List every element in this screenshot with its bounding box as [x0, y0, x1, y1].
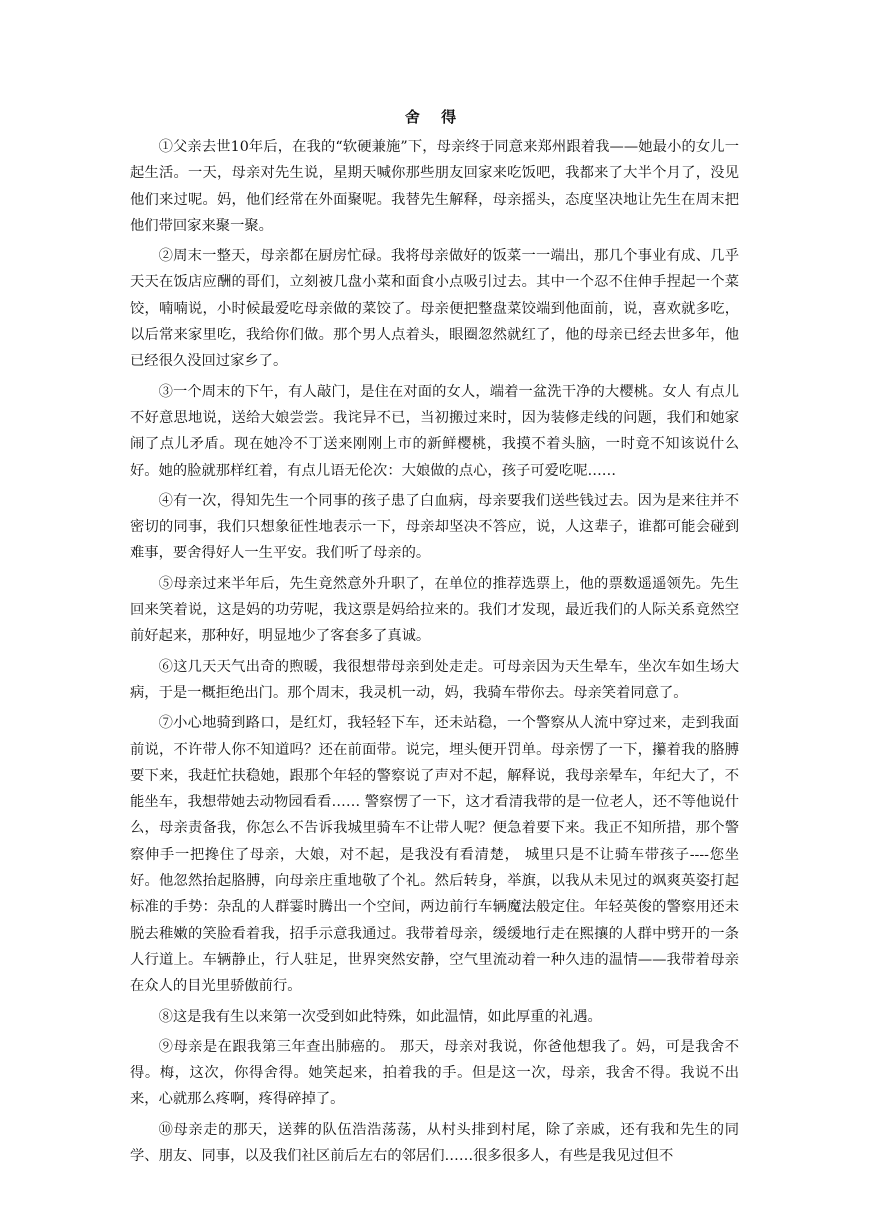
paragraph-1: ①父亲去世10年后，在我的“软硬兼施”下，母亲终于同意来郑州跟着我——她最小的女儿一起生活。一天，母亲对先生说，星期天喊你那些朋友回家来吃饭吧，我都来了大半个月了，没见他们来过呢。妈，他们经常在外面聚呢。我替先生解释，母亲摇头，态度坚决地让先生在周末把他们带回家来聚一聚。 [130, 139, 739, 234]
paragraph-10: ⑩母亲走的那天，送葬的队伍浩浩荡荡，从村头排到村尾，除了亲戚，还有我和先生的同学、朋友、同事，以及我们社区前后左右的邻居们……很多很多人，有些是我见过但不 [130, 1121, 739, 1164]
paragraph-3: ③一个周末的下午，有人敲门，是住在对面的女人，端着一盆洗干净的大樱桃。女人 有点儿不好意思地说，送给大娘尝尝。我诧异不已，当初搬过来时，因为装修走线的问题，我们和她家闹了点儿矛盾。现在她冷不丁送来刚刚上市的新鲜樱桃，我摸不着头脑，一时竟不知该说什么好。她的脸就那样红着，有点儿语无伦次：大娘做的点心，孩子可爱吃呢…… [130, 383, 739, 479]
paragraph-8: ⑧这是我有生以来第一次受到如此特殊，如此温情，如此厚重的礼遇。 [158, 1008, 602, 1025]
paragraph-4: ④有一次，得知先生一个同事的孩子患了白血病，母亲要我们送些钱过去。因为是来往并不密切的同事，我们只想象征性地表示一下，母亲却坚决不答应，说，人这辈子，谁都可能会碰到难事，要舍得好人一生平安。我们听了母亲的。 [130, 492, 739, 562]
paragraph-6: ⑥这几天天气出奇的煦暖，我很想带母亲到处走走。可母亲因为天生晕车，坐次车如生场大病，于是一概拒绝出门。那个周末，我灵机一动，妈，我骑车带你去。母亲笑着同意了。 [130, 658, 739, 701]
paragraph-5: ⑤母亲过来半年后，先生竟然意外升职了，在单位的推荐选票上，他的票数遥遥领先。先生回来笑着说，这是妈的功劳呢，我这票是妈给拉来的。我们才发现，最近我们的人际关系竟然空前好起来，那种好，明显地少了客套多了真诚。 [130, 575, 739, 645]
paragraph-9: ⑨母亲是在跟我第三年查出肺癌的。 那天，母亲对我说，你爸他想我了。妈，可是我舍不得。梅，这次，你得舍得。她笑起来，拍着我的手。但是这一次，母亲，我舍不得。我说不出来，心就那么疼啊，疼得碎掉了。 [130, 1038, 739, 1108]
paragraph-2: ②周末一整天，母亲都在厨房忙碌。我将母亲做好的饭菜一一端出，那几个事业有成、几乎天天在饭店应酬的哥们，立刻被几盘小菜和面食小点吸引过去。其中一个忍不住伸手捏起一个菜饺，喃喃说，小时候最爱吃母亲做的菜饺了。母亲便把整盘菜饺端到他面前，说，喜欢就多吃，以后常来家里吃，我给你们做。那个男人点着头，眼圈忽然就红了，他的母亲已经去世多年，他已经很久没回过家乡了。 [130, 248, 739, 370]
article-title: 舍 得 [404, 108, 465, 126]
paragraph-7: ⑦小心地骑到路口，是红灯，我轻轻下车，还未站稳，一个警察从人流中穿过来，走到我面前说，不许带人你不知道吗？还在前面带。说完，埋头便开罚单。母亲愣了一下，攥着我的胳膊要下来，我赶忙扶稳她，跟那个年轻的警察说了声对不起，解释说，我母亲晕车，年纪大了，不能坐车，我想带她去动物园看看…… 警察愣了一下，这才看清我带的是一位老人，还不等他说什么，母亲责备我，你怎么不告诉我城里骑车不让带人呢？便急着要下来。我正不知所措，那个警察伸手一把搀住了母亲，大娘，对不起，是我没有看清楚， 城里只是不让骑车带孩子----您坐好。他忽然抬起胳膊，向母亲庄重地敬了个礼。然后转身，举旗，以我从未见过的飒爽英姿打起标准的手势：杂乱的人群霎时腾出一个空间，两边前行车辆魔法般定住。年轻英俊的警察用还未脱去稚嫩的笑脸看着我，招手示意我通过。我带着母亲，缓缓地行走在熙攘的人群中劈开的一条人行道上。车辆静止，行人驻足，世界突然安静，空气里流动着一种久违的温情——我带着母亲在众人的目光里骄傲前行。 [130, 715, 739, 995]
